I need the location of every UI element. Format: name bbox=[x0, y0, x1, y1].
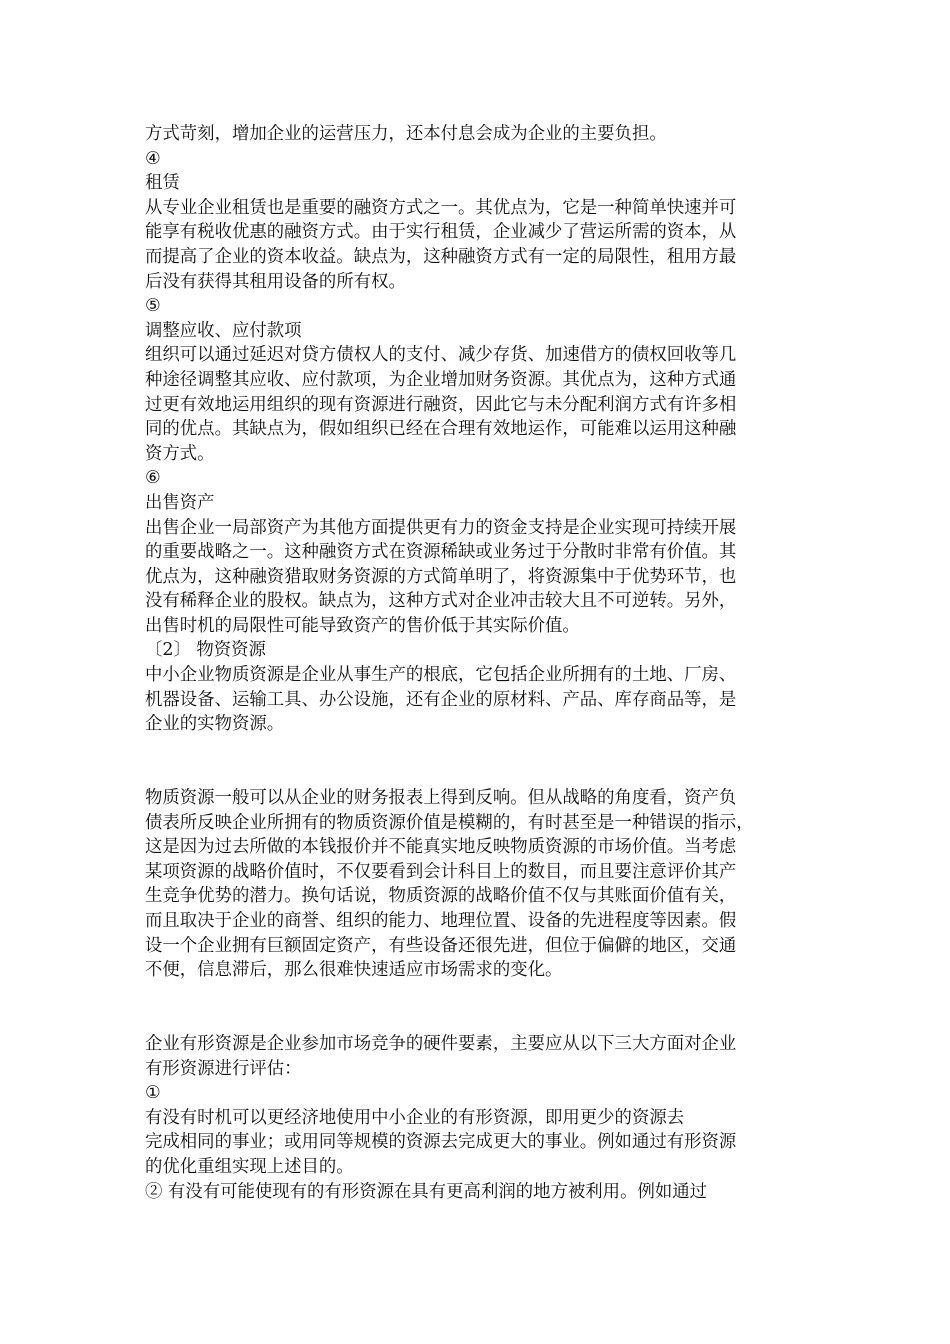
blank-line bbox=[145, 1007, 825, 1032]
paragraph bbox=[145, 1081, 825, 1106]
text-line: 的优化重组实现上述目的。 bbox=[145, 1156, 354, 1177]
text-line: 过更有效地运用组织的现有资源进行融资，因此它与未分配利润方式有许多相 bbox=[145, 394, 737, 415]
text-line: 没有稀释企业的股权。缺点为，这种方式对企业冲击较大且不可逆转。另外， bbox=[145, 591, 737, 612]
paragraph bbox=[145, 663, 825, 737]
paragraph bbox=[145, 122, 825, 147]
document-page bbox=[145, 122, 825, 1204]
text-line: 物质资源一般可以从企业的财务报表上得到反响。但从战略的角度看，资产负 bbox=[145, 788, 737, 809]
text-line: 同的优点。其缺点为，假如组织已经在合理有效地运作，可能难以运用这种融 bbox=[145, 419, 737, 440]
paragraph bbox=[145, 491, 825, 516]
paragraph bbox=[145, 147, 825, 172]
text-line: ⑥ bbox=[145, 468, 161, 489]
text-line: 方式苛刻，增加企业的运营压力，还本付息会成为企业的主要负担。 bbox=[145, 124, 667, 144]
text-line: 出售企业一局部资产为其他方面提供更有力的资金支持是企业实现可持续开展 bbox=[145, 517, 737, 538]
text-line: 债表所反映企业所拥有的物质资源价值是模糊的，有时甚至是一种错误的指示， bbox=[145, 812, 754, 833]
text-line: 而且取决于企业的商誉、组织的能力、地理位置、设备的先进程度等因素。假 bbox=[145, 911, 737, 931]
paragraph bbox=[145, 343, 825, 466]
text-line: 生竞争优势的潜力。换句话说，物质资源的战略价值不仅与其账面价值有关， bbox=[145, 886, 737, 907]
text-line: 组织可以通过延迟对贷方债权人的支付、减少存货、加速借方的债权回收等几 bbox=[145, 345, 737, 366]
text-line: 中小企业物质资源是企业从事生产的根底，它包括企业所拥有的土地、厂房、 bbox=[145, 665, 737, 686]
text-line: 出售时机的局限性可能导致资产的售价低于其实际价值。 bbox=[145, 615, 580, 636]
text-line: ④ bbox=[145, 148, 161, 169]
paragraph bbox=[145, 1106, 825, 1180]
paragraph bbox=[145, 466, 825, 491]
text-line: 完成相同的事业；或用同等规模的资源去完成更大的事业。例如通过有形资源 bbox=[145, 1132, 737, 1153]
text-line: 资方式。 bbox=[145, 443, 215, 464]
text-line: 调整应收、应付款项 bbox=[145, 320, 302, 341]
text-line: 企业有形资源是企业参加市场竞争的硬件要素，主要应从以下三大方面对企业 bbox=[145, 1033, 737, 1054]
text-line: 某项资源的战略价值时，不仅要看到会计科目上的数目，而且要注意评价其产 bbox=[145, 861, 737, 882]
paragraph bbox=[145, 294, 825, 319]
text-line: ⑤ bbox=[145, 296, 161, 317]
paragraph bbox=[145, 171, 825, 196]
paragraph bbox=[145, 319, 825, 344]
text-line: 有形资源进行评估： bbox=[145, 1058, 302, 1079]
text-line: 能享有税收优惠的融资方式。由于实行租赁，企业减少了营运所需的资本，从 bbox=[145, 222, 737, 243]
text-line: 不便，信息滞后，那么很难快速适应市场需求的变化。 bbox=[145, 960, 563, 981]
paragraph bbox=[145, 196, 825, 294]
paragraph bbox=[145, 1032, 825, 1081]
text-line: 这是因为过去所做的本钱报价并不能真实地反映物质资源的市场价值。当考虑 bbox=[145, 837, 737, 858]
text-line: 种途径调整其应收、应付款项，为企业增加财务资源。其优点为，这种方式通 bbox=[145, 369, 737, 390]
text-line: 后没有获得其租用设备的所有权。 bbox=[145, 271, 406, 292]
text-line: 而提高了企业的资本收益。缺点为，这种融资方式有一定的局限性，租用方最 bbox=[145, 246, 737, 267]
text-line: ② 有没有可能使现有的有形资源在具有更高利润的地方被利用。例如通过 bbox=[145, 1181, 708, 1202]
text-line: 优点为，这种融资猎取财务资源的方式简单明了，将资源集中于优势环节，也 bbox=[145, 566, 737, 587]
text-line: 企业的实物资源。 bbox=[145, 714, 285, 735]
paragraph bbox=[145, 1180, 825, 1205]
blank-line bbox=[145, 983, 825, 1008]
paragraph bbox=[145, 786, 825, 983]
text-line: 租赁 bbox=[145, 173, 180, 194]
text-line: 从专业企业租赁也是重要的融资方式之一。其优点为，它是一种简单快速并可 bbox=[145, 197, 737, 218]
text-line: 有没有时机可以更经济地使用中小企业的有形资源，即用更少的资源去 bbox=[145, 1107, 685, 1128]
blank-line bbox=[145, 761, 825, 786]
text-line: 〔2〕 物资资源 bbox=[145, 640, 266, 661]
text-line: 出售资产 bbox=[145, 492, 215, 513]
paragraph bbox=[145, 638, 825, 663]
text-line: 的重要战略之一。这种融资方式在资源稀缺或业务过于分散时非常有价值。其 bbox=[145, 542, 737, 563]
blank-line bbox=[145, 737, 825, 762]
text-line: 机器设备、运输工具、办公设施，还有企业的原材料、产品、库存商品等，是 bbox=[145, 689, 737, 710]
text-line: ① bbox=[145, 1083, 161, 1104]
paragraph bbox=[145, 516, 825, 639]
text-line: 设一个企业拥有巨额固定资产，有些设备还很先进，但位于偏僻的地区，交通 bbox=[145, 935, 737, 956]
